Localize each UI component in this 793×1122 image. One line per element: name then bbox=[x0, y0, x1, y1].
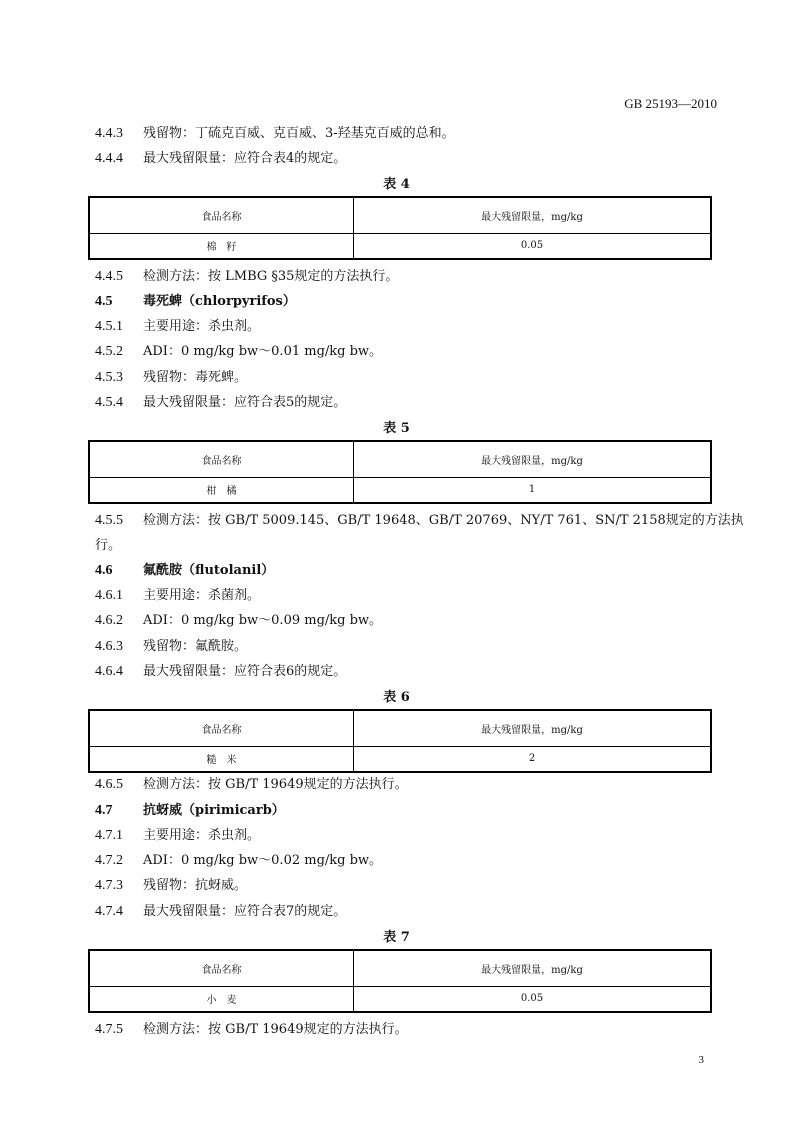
table-4 bbox=[88, 196, 712, 260]
clause-number: 4.4.5 bbox=[95, 269, 123, 284]
section-4-5-heading bbox=[95, 293, 296, 311]
table-header-row bbox=[89, 710, 711, 746]
clause-4-4-5 bbox=[95, 268, 398, 286]
clause-number: 4.7 bbox=[95, 803, 113, 818]
table-header-row bbox=[89, 197, 711, 233]
clause-text: 检测方法：按 GB/T 19649规定的方法执行。 bbox=[143, 1022, 408, 1037]
clause-number: 4.7.4 bbox=[95, 904, 123, 919]
table-6 bbox=[88, 709, 712, 773]
clause-number: 4.4.4 bbox=[95, 151, 123, 166]
clause-number: 4.5.4 bbox=[95, 395, 123, 410]
clause-4-5-1 bbox=[95, 318, 260, 336]
clause-4-6-2 bbox=[95, 612, 382, 630]
header-food-name: 食品名称 bbox=[89, 441, 354, 477]
clause-text: 抗蚜威（pirimicarb） bbox=[143, 803, 285, 818]
clause-4-7-3 bbox=[95, 877, 247, 895]
clause-4-7-1 bbox=[95, 827, 260, 845]
table-row bbox=[89, 477, 711, 503]
clause-4-6-4 bbox=[95, 663, 346, 681]
mrl-cell: 0.05 bbox=[354, 233, 712, 259]
clause-4-4-3 bbox=[95, 125, 455, 143]
clause-4-6-5 bbox=[95, 776, 408, 794]
food-cell: 柑 橘 bbox=[89, 477, 354, 503]
header-food-name: 食品名称 bbox=[89, 197, 354, 233]
clause-4-7-5 bbox=[95, 1021, 408, 1039]
table-row bbox=[89, 233, 711, 259]
table-5-caption: 表 5 bbox=[383, 421, 410, 436]
table-header-row bbox=[89, 441, 711, 477]
clause-number: 4.5.5 bbox=[95, 513, 123, 528]
clause-number: 4.5.3 bbox=[95, 370, 123, 385]
table-header-row bbox=[89, 950, 711, 986]
page-number: 3 bbox=[698, 1054, 704, 1066]
clause-text: 残留物：氟酰胺。 bbox=[143, 639, 248, 654]
clause-4-7-4 bbox=[95, 903, 346, 921]
clause-text: 最大残留限量：应符合表5的规定。 bbox=[143, 395, 347, 410]
clause-number: 4.6.5 bbox=[95, 777, 123, 792]
clause-4-5-5 bbox=[95, 512, 744, 530]
clause-text: 最大残留限量：应符合表7的规定。 bbox=[143, 904, 347, 919]
clause-text: 残留物：丁硫克百威、克百威、3-羟基克百威的总和。 bbox=[143, 126, 455, 141]
header-mrl: 最大残留限量，mg/kg bbox=[354, 950, 712, 986]
table-row bbox=[89, 746, 711, 772]
mrl-cell: 0.05 bbox=[354, 986, 712, 1012]
clause-number: 4.5 bbox=[95, 294, 113, 309]
clause-text: 最大残留限量：应符合表6的规定。 bbox=[143, 664, 347, 679]
clause-text: ADI：0 mg/kg bw～0.09 mg/kg bw。 bbox=[143, 613, 383, 628]
clause-4-5-2 bbox=[95, 343, 382, 361]
clause-number: 4.6.3 bbox=[95, 639, 123, 654]
section-4-7-heading bbox=[95, 802, 285, 820]
clause-number: 4.6.2 bbox=[95, 613, 123, 628]
clause-text: 检测方法：按 LMBG §35规定的方法执行。 bbox=[143, 269, 399, 284]
clause-number: 4.7.3 bbox=[95, 878, 123, 893]
header-mrl: 最大残留限量，mg/kg bbox=[354, 441, 712, 477]
clause-4-5-4 bbox=[95, 394, 346, 412]
clause-text: 残留物：毒死蜱。 bbox=[143, 370, 248, 385]
table-7 bbox=[88, 949, 712, 1013]
clause-number: 4.6.1 bbox=[95, 588, 123, 603]
mrl-cell: 2 bbox=[354, 746, 712, 772]
clause-4-6-1 bbox=[95, 587, 260, 605]
clause-text: 主要用途：杀虫剂。 bbox=[143, 828, 261, 843]
clause-text: 氟酰胺（flutolanil） bbox=[143, 563, 275, 578]
clause-number: 4.5.2 bbox=[95, 344, 123, 359]
clause-number: 4.5.1 bbox=[95, 319, 123, 334]
table-row bbox=[89, 986, 711, 1012]
table-4-caption: 表 4 bbox=[383, 177, 410, 192]
clause-number: 4.4.3 bbox=[95, 126, 123, 141]
clause-text: 主要用途：杀虫剂。 bbox=[143, 319, 261, 334]
food-cell: 棉 籽 bbox=[89, 233, 354, 259]
clause-number: 4.7.1 bbox=[95, 828, 123, 843]
clause-text: 行。 bbox=[95, 538, 122, 553]
clause-number: 4.6 bbox=[95, 563, 113, 578]
table-6-caption: 表 6 bbox=[383, 690, 410, 705]
clause-text: ADI：0 mg/kg bw～0.02 mg/kg bw。 bbox=[143, 853, 383, 868]
clause-4-6-3 bbox=[95, 638, 247, 656]
food-cell: 糙 米 bbox=[89, 746, 354, 772]
header-mrl: 最大残留限量，mg/kg bbox=[354, 197, 712, 233]
table-7-caption: 表 7 bbox=[383, 930, 410, 945]
clause-text: ADI：0 mg/kg bw～0.01 mg/kg bw。 bbox=[143, 344, 383, 359]
header-food-name: 食品名称 bbox=[89, 950, 354, 986]
section-4-6-heading bbox=[95, 562, 274, 580]
document-id: GB 25193—2010 bbox=[624, 96, 717, 111]
clause-number: 4.7.5 bbox=[95, 1022, 123, 1037]
clause-text: 最大残留限量：应符合表4的规定。 bbox=[143, 151, 347, 166]
clause-text: 主要用途：杀菌剂。 bbox=[143, 588, 261, 603]
clause-number: 4.7.2 bbox=[95, 853, 123, 868]
clause-text: 毒死蜱（chlorpyrifos） bbox=[143, 294, 296, 309]
clause-number: 4.6.4 bbox=[95, 664, 123, 679]
clause-text: 检测方法：按 GB/T 19649规定的方法执行。 bbox=[143, 777, 408, 792]
mrl-cell: 1 bbox=[354, 477, 712, 503]
clause-4-5-3 bbox=[95, 369, 247, 387]
clause-4-7-2 bbox=[95, 852, 382, 870]
clause-text: 残留物：抗蚜威。 bbox=[143, 878, 248, 893]
food-cell: 小 麦 bbox=[89, 986, 354, 1012]
clause-text: 检测方法：按 GB/T 5009.145、GB/T 19648、GB/T 20769、NY/T 761、SN/T 2158规定的方法执 bbox=[143, 513, 744, 528]
table-5 bbox=[88, 440, 712, 504]
header-food-name: 食品名称 bbox=[89, 710, 354, 746]
clause-4-4-4 bbox=[95, 150, 346, 168]
header-mrl: 最大残留限量，mg/kg bbox=[354, 710, 712, 746]
clause-4-5-5-continued bbox=[95, 537, 121, 555]
